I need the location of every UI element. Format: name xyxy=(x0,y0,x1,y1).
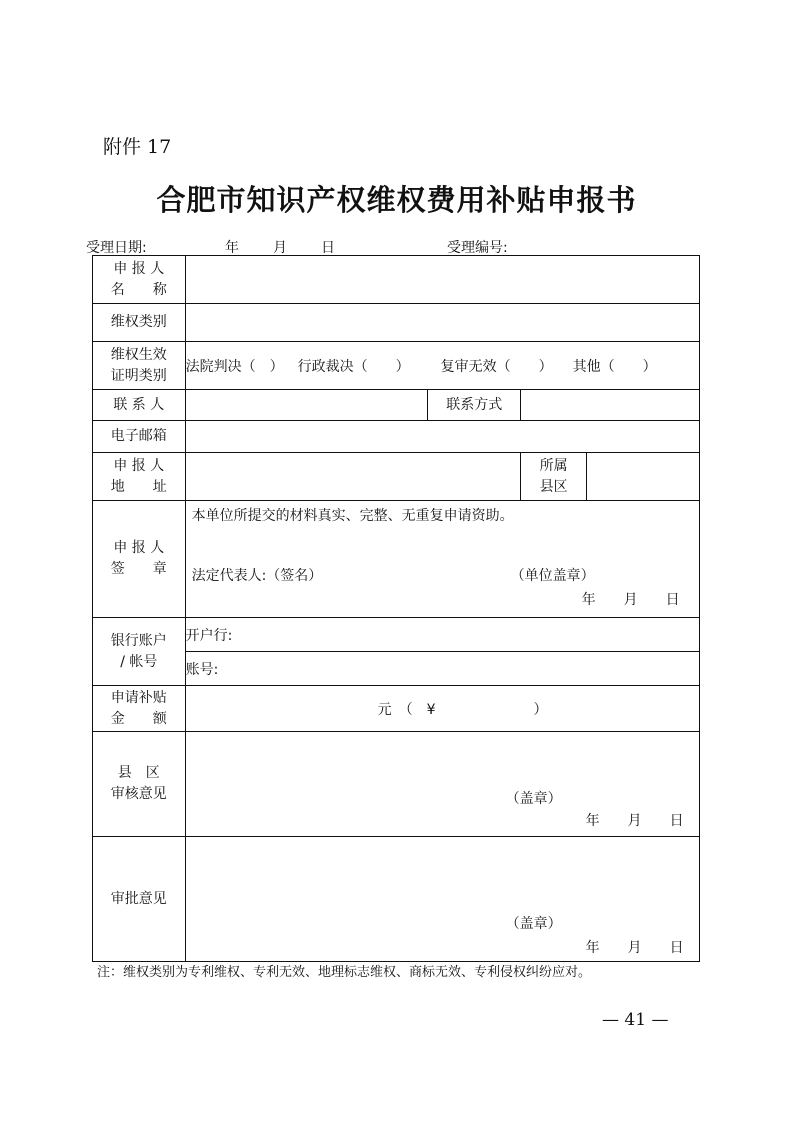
county-review-date: 年 月 日 xyxy=(585,813,684,829)
contact-person-label: 联 系 人 xyxy=(93,390,186,421)
option-admin-ruling[interactable]: 行政裁决（ ） xyxy=(297,358,410,375)
address-row xyxy=(93,453,700,501)
email-row xyxy=(93,421,700,453)
approval-seal: （盖章） xyxy=(505,916,562,932)
proof-type-row xyxy=(93,342,700,390)
approval-date: 年 月 日 xyxy=(585,940,684,956)
accept-date-label: 受理日期: xyxy=(86,240,147,256)
approval-label: 审批意见 xyxy=(93,837,186,962)
option-court-judgment[interactable]: 法院判决（ ） xyxy=(185,358,284,375)
approval-cell[interactable] xyxy=(185,837,699,962)
county-review-seal: （盖章） xyxy=(505,791,562,807)
county-field[interactable] xyxy=(587,453,700,501)
amount-text: 元 （ ¥ ） xyxy=(377,701,548,718)
amount-field[interactable] xyxy=(185,686,699,732)
signature-cell[interactable] xyxy=(185,501,699,618)
applicant-name-label: 申 报 人 名 称 xyxy=(93,256,186,304)
footnote: 注：维权类别为专利维权、专利无效、地理标志维权、商标无效、专利侵权纠纷应对。 xyxy=(97,965,592,980)
category-row xyxy=(93,304,700,342)
signature-date: 年 月 日 xyxy=(581,592,680,608)
account-number-field[interactable] xyxy=(185,652,699,686)
county-label: 所属 县区 xyxy=(521,453,587,501)
accept-number-label: 受理编号: xyxy=(447,240,508,256)
page-number: — 41 — xyxy=(602,1010,669,1030)
email-label: 电子邮箱 xyxy=(93,421,186,453)
bank-row-1 xyxy=(93,618,700,652)
contact-row xyxy=(93,390,700,421)
legal-rep-label: 法定代表人:（签名） xyxy=(191,568,323,584)
address-label: 申 报 人 地 址 xyxy=(93,453,186,501)
attachment-label: 附件 17 xyxy=(103,136,172,158)
applicant-name-field[interactable] xyxy=(185,256,699,304)
applicant-name-row xyxy=(93,256,700,304)
proof-type-label: 维权生效 证明类别 xyxy=(93,342,186,390)
proof-type-options xyxy=(185,342,699,390)
signature-label: 申 报 人 签 章 xyxy=(93,501,186,618)
declaration-text: 本单位所提交的材料真实、完整、无重复申请资助。 xyxy=(191,508,514,524)
page-title: 合肥市知识产权维权费用补贴申报书 xyxy=(156,183,637,217)
accept-month-label: 月 xyxy=(273,240,287,256)
contact-method-field[interactable] xyxy=(521,390,700,421)
email-field[interactable] xyxy=(185,421,699,453)
account-number-label: 账号: xyxy=(185,661,219,678)
bank-account-label: 银行账户 / 帐号 xyxy=(93,618,186,686)
category-field[interactable] xyxy=(185,304,699,342)
option-reexam-invalid[interactable]: 复审无效（ ） xyxy=(440,358,553,375)
bank-name-label: 开户行: xyxy=(185,627,233,644)
unit-seal-label: （单位盖章） xyxy=(510,568,595,584)
accept-year-label: 年 xyxy=(225,240,239,256)
county-review-row xyxy=(93,732,700,837)
approval-row xyxy=(93,837,700,962)
amount-label: 申请补贴 金 额 xyxy=(93,686,186,732)
county-review-label: 县 区 审核意见 xyxy=(93,732,186,837)
option-other[interactable]: 其他（ ） xyxy=(572,358,657,375)
accept-day-label: 日 xyxy=(321,240,335,256)
amount-row xyxy=(93,686,700,732)
signature-row xyxy=(93,501,700,618)
contact-person-field[interactable] xyxy=(185,390,428,421)
category-label: 维权类别 xyxy=(93,304,186,342)
county-review-cell[interactable] xyxy=(185,732,699,837)
address-field[interactable] xyxy=(185,453,521,501)
bank-name-field[interactable] xyxy=(185,618,699,652)
contact-method-label: 联系方式 xyxy=(428,390,521,421)
application-form-table xyxy=(92,255,700,962)
